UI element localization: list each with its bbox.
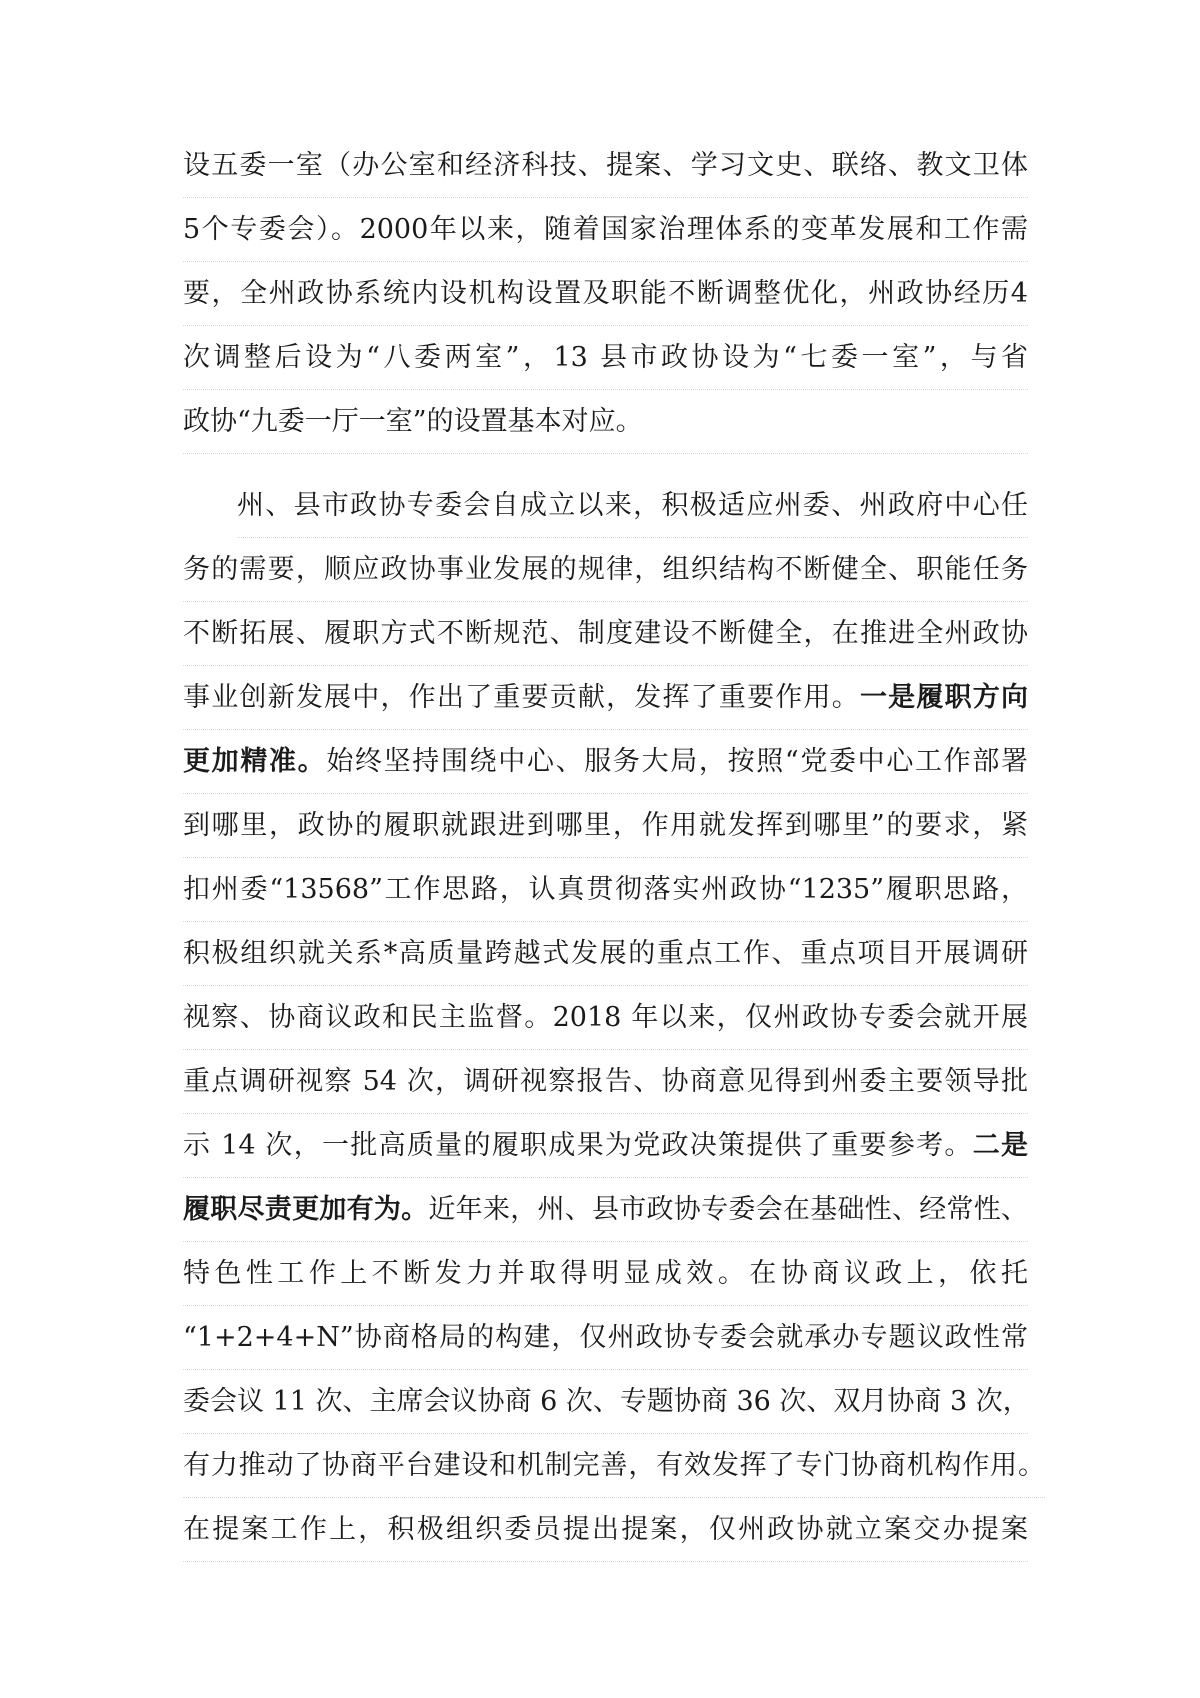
paragraph-2-line-3: 不断拓展、履职方式不断规范、制度建设不断健全，在推进全州政协 — [183, 602, 1028, 666]
paragraph-2-line-12 — [183, 1178, 1028, 1242]
paragraph-2-line-11-text: 示 14 次，一批高质量的履职成果为党政决策提供了重要参考。 — [183, 1130, 973, 1161]
paragraph-2-line-12-text: 近年来，州、县市政协专委会在基础性、经常性、 — [428, 1194, 1029, 1225]
paragraph-2-line-11 — [183, 1114, 1028, 1178]
paragraph-2-line-13: 特色性工作上不断发力并取得明显成效。在协商议政上，依托 — [183, 1242, 1028, 1306]
paragraph-2-line-5-text: 始终坚持围绕中心、服务大局，按照“党委中心工作部署 — [326, 746, 1028, 777]
paragraph-2-line-17: 在提案工作上，积极组织委员提出提案，仅州政协就立案交办提案 — [183, 1498, 1028, 1562]
paragraph-1-line-2: 5个专委会）。2000年以来，随着国家治理体系的变革发展和工作需 — [183, 198, 1028, 262]
paragraph-2-line-16: 有力推动了协商平台建设和机制完善，有效发挥了专门协商机构作用。 — [183, 1434, 1045, 1498]
paragraph-2-line-4 — [183, 666, 1028, 730]
heading-point-1-part-b: 更加精准。 — [183, 746, 327, 777]
heading-point-2-part-b: 履职尽责更加有为。 — [183, 1194, 429, 1225]
paragraph-2-line-5 — [183, 730, 1028, 794]
paragraph-2-line-6: 到哪里，政协的履职就跟进到哪里，作用就发挥到哪里”的要求，紧 — [183, 794, 1028, 858]
paragraph-1-line-4: 次调整后设为“八委两室”，13 县市政协设为“七委一室”，与省 — [183, 326, 1028, 390]
paragraph-1-line-1: 设五委一室（办公室和经济科技、提案、学习文史、联络、教文卫体 — [183, 134, 1028, 198]
paragraph-2-line-8: 积极组织就关系*高质量跨越式发展的重点工作、重点项目开展调研 — [183, 922, 1028, 986]
paragraph-2-line-9: 视察、协商议政和民主监督。2018 年以来，仅州政协专委会就开展 — [183, 986, 1028, 1050]
paragraph-2-line-2: 务的需要，顺应政协事业发展的规律，组织结构不断健全、职能任务 — [183, 538, 1028, 602]
paragraph-1-line-3: 要，全州政协系统内设机构设置及职能不断调整优化，州政协经历4 — [183, 262, 1028, 326]
paragraph-2-line-10: 重点调研视察 54 次，调研视察报告、协商意见得到州委主要领导批 — [183, 1050, 1028, 1114]
paragraph-2-line-1: 州、县市政协专委会自成立以来，积极适应州委、州政府中心任 — [237, 474, 1028, 538]
paragraph-2-line-14: “1+2+4+N”协商格局的构建，仅州政协专委会就承办专题议政性常 — [183, 1306, 1028, 1370]
paragraph-2-line-7: 扣州委“13568”工作思路，认真贯彻落实州政协“1235”履职思路， — [183, 858, 1028, 922]
paragraph-2-line-15: 委会议 11 次、主席会议协商 6 次、专题协商 36 次、双月协商 3 次， — [183, 1370, 1028, 1434]
heading-point-2-part-a: 二是 — [972, 1130, 1028, 1161]
heading-point-1-part-a: 一是履职方向 — [859, 682, 1029, 713]
paragraph-2-line-4-text: 事业创新发展中，作出了重要贡献，发挥了重要作用。 — [183, 682, 860, 713]
paragraph-1-line-5: 政协“九委一厅一室”的设置基本对应。 — [183, 390, 1028, 454]
